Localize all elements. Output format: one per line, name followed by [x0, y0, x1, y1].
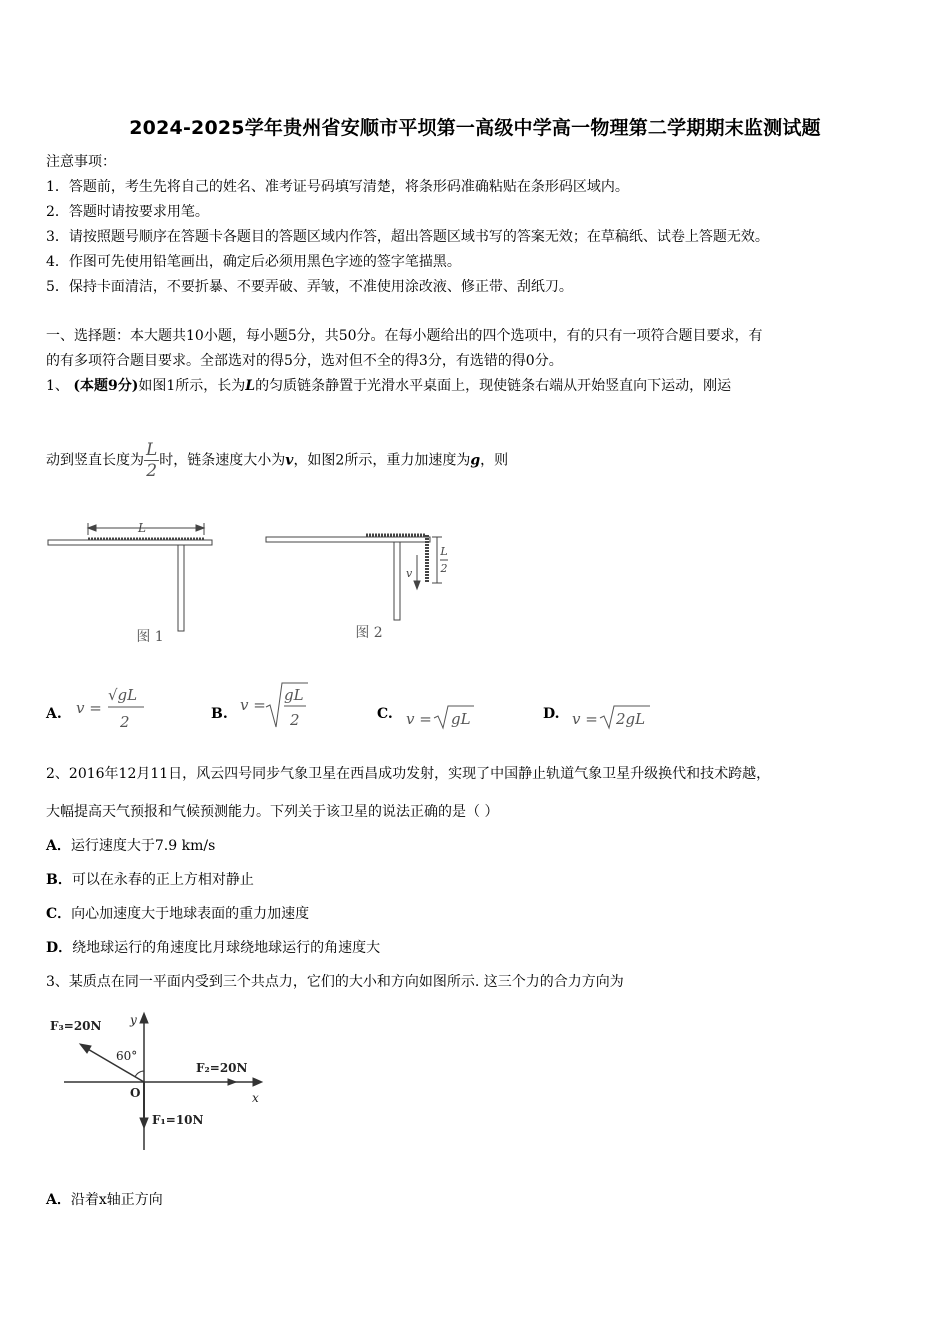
q2-option-c-label: C．: [46, 906, 72, 922]
q1-option-a[interactable]: [46, 705, 62, 723]
q1-frac-den: 2: [146, 461, 158, 481]
q1-option-d-formula: [570, 700, 660, 732]
fig2-table-leg: [394, 542, 400, 620]
q3-option-a[interactable]: [46, 1191, 163, 1209]
q1-half-fraction: [144, 440, 159, 481]
q3-f3-arrowhead: [80, 1044, 91, 1053]
section1-line1: 一、选择题：本大题共10小题，每小题5分，共50分。在每小题给出的四个选项中，有的只有一项符合题目要求，有: [46, 328, 763, 344]
notice-heading: 注意事项：: [46, 154, 116, 170]
q2-option-a-text: 运行速度大于7.9 km/s: [70, 838, 216, 854]
q1-line2-a: 动到竖直长度为: [46, 452, 144, 469]
q1-line2-c: ，如图2所示，重力加速度为: [293, 452, 471, 469]
q1-text-a: 如图1所示，长为: [138, 378, 246, 394]
q2-option-d-label: D．: [46, 940, 73, 956]
q1-line2: [46, 440, 508, 481]
section1-line2: 的有多项符合题目要求。全部选对的得5分，选对但不全的得3分，有选错的得0分。: [46, 353, 563, 369]
q1-prefix: 1、: [46, 378, 69, 394]
q1-option-b-num: gL: [284, 686, 304, 704]
fig1-caption: 图 1: [136, 629, 164, 645]
q2-option-d-text: 绕地球运行的角速度比月球绕地球运行的角速度大: [72, 940, 381, 956]
notice-item-4: 4．作图可先使用铅笔画出，确定后必须用黑色字迹的签字笔描黑。: [46, 254, 461, 270]
page-title: 2024-2025学年贵州省安顺市平坝第一高级中学高一物理第二学期期末监测试题: [129, 117, 821, 139]
q3-label-x: x: [252, 1091, 259, 1105]
q1-option-b-den: 2: [290, 711, 300, 729]
q2-option-a-label: A．: [46, 838, 71, 854]
q3-label-f2: F₂=20N: [196, 1061, 248, 1075]
q1-option-a-den: 2: [120, 713, 130, 731]
q1-var-g: g: [470, 452, 481, 469]
fig2-label-v: v: [406, 567, 413, 580]
q1-option-b[interactable]: [211, 705, 228, 723]
q1-option-c-lhs: v =: [406, 710, 432, 728]
q3-angle-arc: [135, 1071, 144, 1077]
figure-1: [48, 523, 212, 631]
q1-option-d-lhs: v =: [572, 710, 598, 728]
q1-option-d-label: D.: [543, 706, 560, 722]
q2-option-d[interactable]: [46, 939, 380, 957]
q2-option-c-text: 向心加速度大于地球表面的重力加速度: [71, 906, 310, 922]
q1-option-c[interactable]: [377, 705, 393, 723]
q1-var-v: v: [285, 452, 294, 469]
q1-option-d[interactable]: [543, 705, 560, 723]
q1-var-L: L: [245, 378, 256, 394]
q3-label-origin: O: [130, 1086, 141, 1100]
q1-line2-b: 时，链条速度大小为: [159, 452, 286, 469]
q2-option-b-text: 可以在永春的正上方相对静止: [71, 872, 254, 888]
q2-line2: 大幅提高天气预报和气候预测能力。下列关于该卫星的说法正确的是（ ）: [46, 804, 499, 820]
fig1-arrow-right: [196, 525, 204, 531]
q3-force-diagram: [46, 1010, 276, 1155]
q1-option-a-formula: [74, 680, 154, 732]
q1-option-b-lhs: v =: [240, 696, 266, 714]
q3-label-y: y: [130, 1013, 137, 1027]
q1-option-a-label: A.: [46, 706, 62, 722]
q1-option-d-rad: 2gL: [616, 710, 646, 728]
figure-2: [266, 535, 448, 620]
notice-item-5: 5．保持卡面清洁，不要折暴、不要弄破、弄皱，不准使用涂改液、修正带、刮纸刀。: [46, 279, 573, 295]
q1-option-c-label: C.: [377, 706, 393, 722]
q2-option-c[interactable]: [46, 905, 309, 923]
q1-score: (本题9分): [73, 378, 139, 394]
q1-line1: [46, 377, 731, 395]
q3-y-axis-arrow: [140, 1013, 148, 1023]
fig2-caption: 图 2: [355, 625, 383, 641]
q3-line1: 3、某质点在同一平面内受到三个共点力，它们的大小和方向如图所示. 这三个力的合力方向为: [46, 974, 624, 990]
q3-label-f1: F₁=10N: [152, 1113, 204, 1127]
q3-x-axis-arrow: [253, 1078, 262, 1086]
q3-option-a-text: 沿着x轴正方向: [70, 1192, 163, 1208]
q3-f2-arrowhead: [228, 1079, 236, 1085]
notice-item-3: 3．请按照题号顺序在答题卡各题目的答题区域内作答，超出答题区域书写的答案无效；在草稿纸、试卷上答题无效。: [46, 229, 769, 245]
q1-option-c-formula: [404, 700, 484, 732]
fig2-label-num: L: [440, 545, 448, 558]
q3-label-f3: F₃=20N: [50, 1019, 102, 1033]
q1-line2-d: ，则: [480, 452, 509, 469]
q2-line1: 2、2016年12月11日，风云四号同步气象卫星在西昌成功发射，实现了中国静止轨道气象卫星升级换代和技术跨越，: [46, 766, 771, 782]
q2-option-b[interactable]: [46, 871, 254, 889]
q3-label-angle: 60°: [116, 1049, 138, 1063]
fig1-table: [48, 540, 212, 545]
q2-option-b-label: B．: [46, 872, 72, 888]
fig1-table-leg: [178, 545, 184, 631]
fig2-label-den: 2: [440, 562, 448, 575]
q1-option-a-num: √gL: [108, 686, 138, 704]
q1-option-b-label: B.: [211, 706, 228, 722]
q3-f1-arrowhead: [140, 1118, 148, 1128]
q1-option-a-lhs: v =: [76, 699, 102, 717]
q1-figures: [44, 515, 504, 655]
fig1-arrow-left: [88, 525, 96, 531]
fig2-velocity-arrowhead: [414, 581, 420, 589]
q1-option-c-rad: gL: [451, 710, 471, 728]
q3-option-a-label: A．: [46, 1192, 71, 1208]
fig2-table: [266, 537, 430, 542]
q1-frac-num: L: [146, 440, 158, 460]
q2-option-a[interactable]: [46, 837, 215, 855]
notice-item-1: 1．答题前，考生先将自己的姓名、准考证号码填写清楚，将条形码准确粘贴在条形码区域内。: [46, 179, 629, 195]
q1-text-b: 的匀质链条静置于光滑水平桌面上，现使链条右端从开始竖直向下运动，刚运: [255, 378, 732, 394]
fig1-label-L: L: [138, 521, 146, 535]
notice-item-2: 2．答题时请按要求用笔。: [46, 204, 209, 220]
q1-option-b-formula: [238, 677, 318, 733]
